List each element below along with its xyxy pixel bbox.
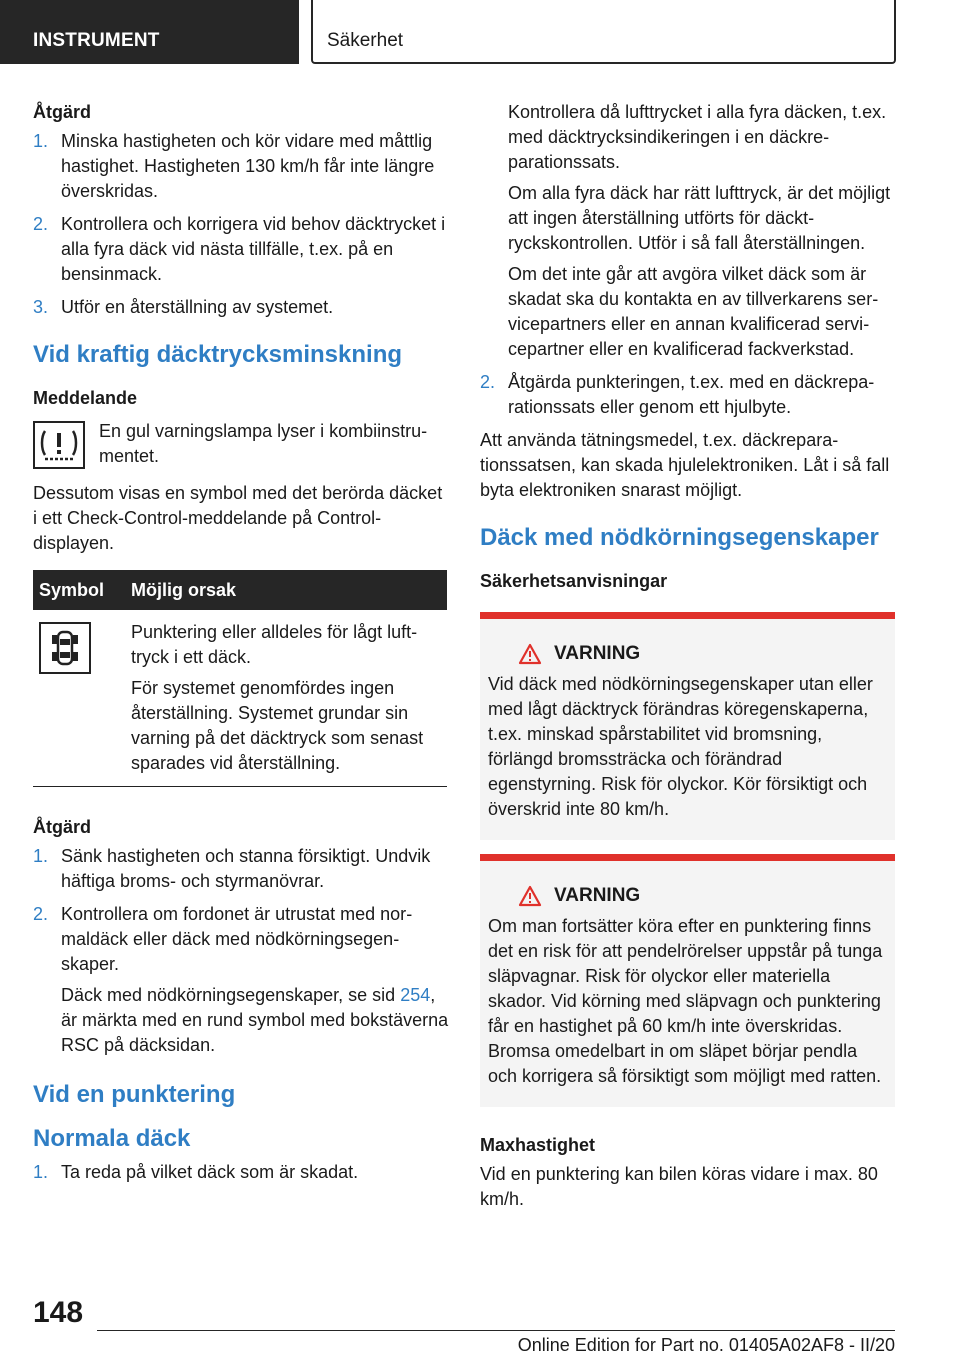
warning-triangle-icon (518, 885, 542, 907)
step-text: Åtgärda punkteringen, t.ex. med en däckreparationssats eller genom ett hjulbyte. (508, 372, 875, 417)
right-column (480, 100, 896, 1212)
step-number: 2. (480, 372, 496, 392)
meddelande-heading: Meddelande (33, 388, 138, 408)
car-tire-icon (39, 622, 91, 674)
atgard-heading-2: Åtgärd (33, 817, 91, 837)
cause-text-1: Punktering eller alldeles för lågt lufttryck i ett däck. (131, 622, 418, 667)
message-box (33, 419, 449, 469)
table-header-cause: Möjlig orsak (125, 570, 447, 610)
list-item (480, 370, 896, 420)
step-number: 1. (33, 131, 49, 151)
table-cell-symbol (33, 610, 125, 787)
dessutom-text: Dessutom visas en symbol med det berörda däcket i ett Check-Control-meddelande på Control-displayen. (33, 483, 443, 553)
tire-pressure-warning-icon (33, 421, 85, 469)
footer-edition: Online Edition for Part no. 01405A02AF8 - II/20 (517, 1335, 895, 1355)
warning-text-1: Vid däck med nödkörningsegenskaper utan eller med lågt däcktryck förändras köregenskaperna, t.ex. minskad spårstabilitet vid bromsning, förlängd bromssträcka och förändrad egenstyrning. Risk för olyckor. Kör försiktigt och överskrid inte 80 km/h. (488, 674, 873, 819)
maxhastighet-heading: Maxhastighet (480, 1135, 596, 1155)
page-link-254[interactable]: 254 (400, 985, 431, 1005)
normala-steps (33, 1160, 449, 1185)
cont-paragraph-2: Om alla fyra däck har rätt lufttryck, är det möjligt att ingen återställning utförts för däcktryckskontrollen. Utför i så fall återställningen. (508, 183, 891, 253)
warning-box-2 (480, 854, 895, 1107)
subtext-before: Däck med nödkörningsegenskaper, se sid (61, 985, 401, 1005)
right-steps (480, 370, 896, 420)
step-subtext (61, 983, 449, 1058)
table-cell-cause (125, 610, 447, 787)
subsection-heading-normala: Normala däck (33, 1125, 191, 1152)
table-header-row (33, 570, 447, 610)
continued-step-1 (480, 100, 896, 362)
step-text: Ta reda på vilket däck som är skadat. (61, 1162, 359, 1182)
step-number: 3. (33, 297, 49, 317)
step-text: Kontrollera om fordonet är utrustat med normaldäck eller däck med nödkörningsegenskaper. (61, 904, 413, 974)
header-section: INSTRUMENT (0, 0, 299, 64)
warning-label-1: VARNING (554, 643, 641, 664)
step-number: 1. (33, 846, 49, 866)
cause-text-2: För systemet genomfördes ingen återställning. Systemet grundar sin varning på det däcktryck som senast sparades vid återställning. (131, 678, 424, 773)
step-number: 2. (33, 904, 49, 924)
step-number: 1. (33, 1162, 49, 1182)
left-column (33, 100, 449, 1193)
warning-title-2 (518, 883, 887, 908)
cont-paragraph-1: Kontrollera då lufttrycket i alla fyra däcken, t.ex. med däcktrycksindikeringen i en däckreparationssats. (508, 102, 887, 172)
list-item (33, 212, 449, 287)
table-row (33, 610, 447, 787)
warning-text-2: Om man fortsätter köra efter en punktering finns det en risk för att pendelrörelser uppstår på tunga släpvagnar. Risk för olyckor eller materiella skador. Vid körning med släpvagn och punktering får en hastighet på 60 km/h inte överskridas. Bromsa omedelbart in om släpet börjar pendla och korrigera så försiktigt som möjligt med ratten. (488, 916, 883, 1086)
subtext-after: , är märkta med en rund symbol med bokstäverna RSC på däcksidan. (61, 985, 449, 1055)
tatning-text: Att använda tätningsmedel, t.ex. däckreparationssatsen, kan skada hjulelektroniken. Låt i så fall byta elektroniken snarast möjligt. (480, 430, 890, 500)
maxhastighet-text: Vid en punktering kan bilen köras vidare i max. 80 km/h. (480, 1164, 878, 1209)
symbol-table (33, 570, 447, 787)
meddelande-text: En gul varningslampa lyser i kombiinstrumentet. (99, 421, 428, 466)
atgard-steps-2 (33, 844, 449, 1058)
sakerhet-heading: Säkerhetsanvisningar (480, 571, 668, 591)
footer-divider (97, 1330, 895, 1331)
header-chapter: Säkerhet (311, 0, 896, 64)
page-number: 148 (33, 1296, 84, 1329)
step-text: Minska hastigheten och kör vidare med måttlig hastighet. Hastigheten 130 km/h får inte längre överskridas. (61, 131, 435, 201)
step-text: Utför en återställning av systemet. (61, 297, 334, 317)
list-item (33, 902, 449, 1058)
table-header-symbol: Symbol (33, 570, 125, 610)
warning-label-2: VARNING (554, 885, 641, 906)
step-text: Sänk hastigheten och stanna försiktigt. Undvik häftiga broms- och styrmanövrar. (61, 846, 431, 891)
warning-box-1 (480, 612, 895, 840)
atgard-steps (33, 129, 449, 320)
step-text: Kontrollera och korrigera vid behov däcktrycket i alla fyra däck vid nästa tillfälle, t.ex. på en bensinmack. (61, 214, 446, 284)
warning-triangle-icon (518, 643, 542, 665)
step-number: 2. (33, 214, 49, 234)
section-heading-nodkorning: Däck med nödkörningsegenskaper (480, 524, 879, 551)
atgard-heading: Åtgärd (33, 102, 91, 122)
list-item (33, 844, 449, 894)
warning-title-1 (518, 641, 887, 666)
section-heading-kraftig: Vid kraftig däcktrycksminskning (33, 341, 403, 368)
cont-paragraph-3: Om det inte går att avgöra vilket däck som är skadat ska du kontakta en av tillverkarens servicepartners eller en annan kvalificerad servicepartner eller en kvalificerad fackverkstad. (508, 264, 879, 359)
section-heading-punktering: Vid en punktering (33, 1081, 236, 1108)
list-item (33, 295, 449, 320)
list-item (33, 1160, 449, 1185)
list-item (33, 129, 449, 204)
